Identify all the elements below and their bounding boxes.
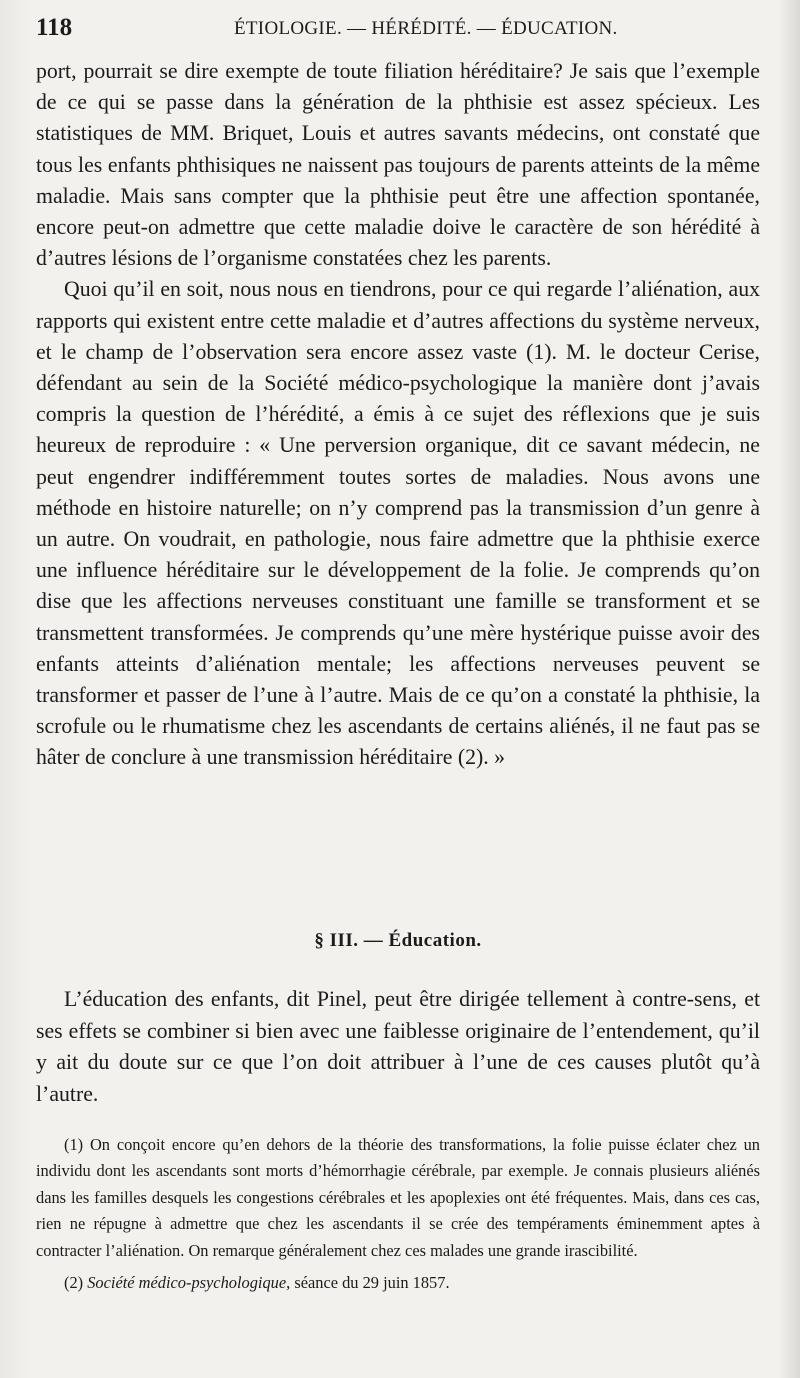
section-paragraph: L’éducation des enfants, dit Pinel, peut être dirigée tellement à contre-sens, et ses effets se combiner si bien avec une faiblesse originaire de l’entendement, qu’il y ait du doute sur ce que l’on doit attribuer à l’une de ces causes plutôt qu’à l’autre.: [36, 987, 760, 1106]
page-header: [36, 14, 760, 44]
main-text: [36, 56, 760, 774]
footnote-1: (1) On conçoit encore qu’en dehors de la théorie des transformations, la folie puisse éclater chez un individu dont les ascendants sont morts d’hémorrhagie cérébrale, par exemple. Je connais plusieurs aliénés dans les familles desquels les congestions cérébrales et les apoplexies ont été fréquentes. Mais, dans ces cas, rien ne répugne à admettre que chez les ascendants il se crée des tempéraments éminemment aptes à contracter l’aliénation. On remarque généralement chez ces malades une grande irascibilité.: [36, 1135, 760, 1260]
section-heading: § III. — Éducation.: [314, 930, 482, 951]
paragraph-1: port, pourrait se dire exempte de toute filiation héréditaire? Je sais que l’exemple de ce qui se passe dans la génération de la phthisie est assez spécieux. Les statistiques de MM. Briquet, Louis et autres savants médecins, ont constaté que tous les enfants phthisiques ne naissent pas toujours de parents atteints de la même maladie. Mais sans compter que la phthisie peut être une affection spontanée, encore peut-on admettre que cette maladie doive le caractère de son hérédité à d’autres lésions de l’organisme constatées chez les parents.: [36, 59, 760, 271]
running-title: ÉTIOLOGIE. — HÉRÉDITÉ. — ÉDUCATION.: [234, 18, 618, 39]
footnote-2-title: Société médico-psychologique: [87, 1273, 287, 1293]
footnote-2-rest: , séance du 29 juin 1857.: [286, 1273, 450, 1293]
footnote-2: [36, 1270, 760, 1296]
footnotes: [36, 1132, 760, 1296]
footnote-2-number: (2): [64, 1273, 84, 1293]
paragraph-2: Quoi qu’il en soit, nous nous en tiendrons, pour ce qui regarde l’aliénation, aux rapports qui existent entre cette maladie et d’autres affections du système nerveux, et le champ de l’observation sera encore assez vaste (1). M. le docteur Cerise, défendant au sein de la Société médico-psychologique la manière dont j’avais compris la question de l’hérédité, a émis à ce sujet des réflexions que je suis heureux de reproduire : « Une perversion organique, dit ce savant médecin, ne peut engendrer indifféremment toutes sortes de maladies. Nous avons une méthode en histoire naturelle; on n’y comprend pas la transmission d’un genre à un autre. On voudrait, en pathologie, nous faire admettre que la phthisie exerce une influence héréditaire sur le développement de la folie. Je comprends qu’on dise que les affections nerveuses constituant une famille se transforment et se transmettent transformées. Je comprends qu’une mère hystérique puisse avoir des enfants atteints d’aliénation mentale; les affections nerveuses peuvent se transformer et passer de l’une à l’autre. Mais de ce qu’on a constaté la phthisie, la scrofule ou le rhumatisme chez les ascendants de certains aliénés, il ne faut pas se hâter de conclure à une transmission héréditaire (2). »: [36, 277, 760, 770]
page-number: 118: [36, 14, 73, 41]
